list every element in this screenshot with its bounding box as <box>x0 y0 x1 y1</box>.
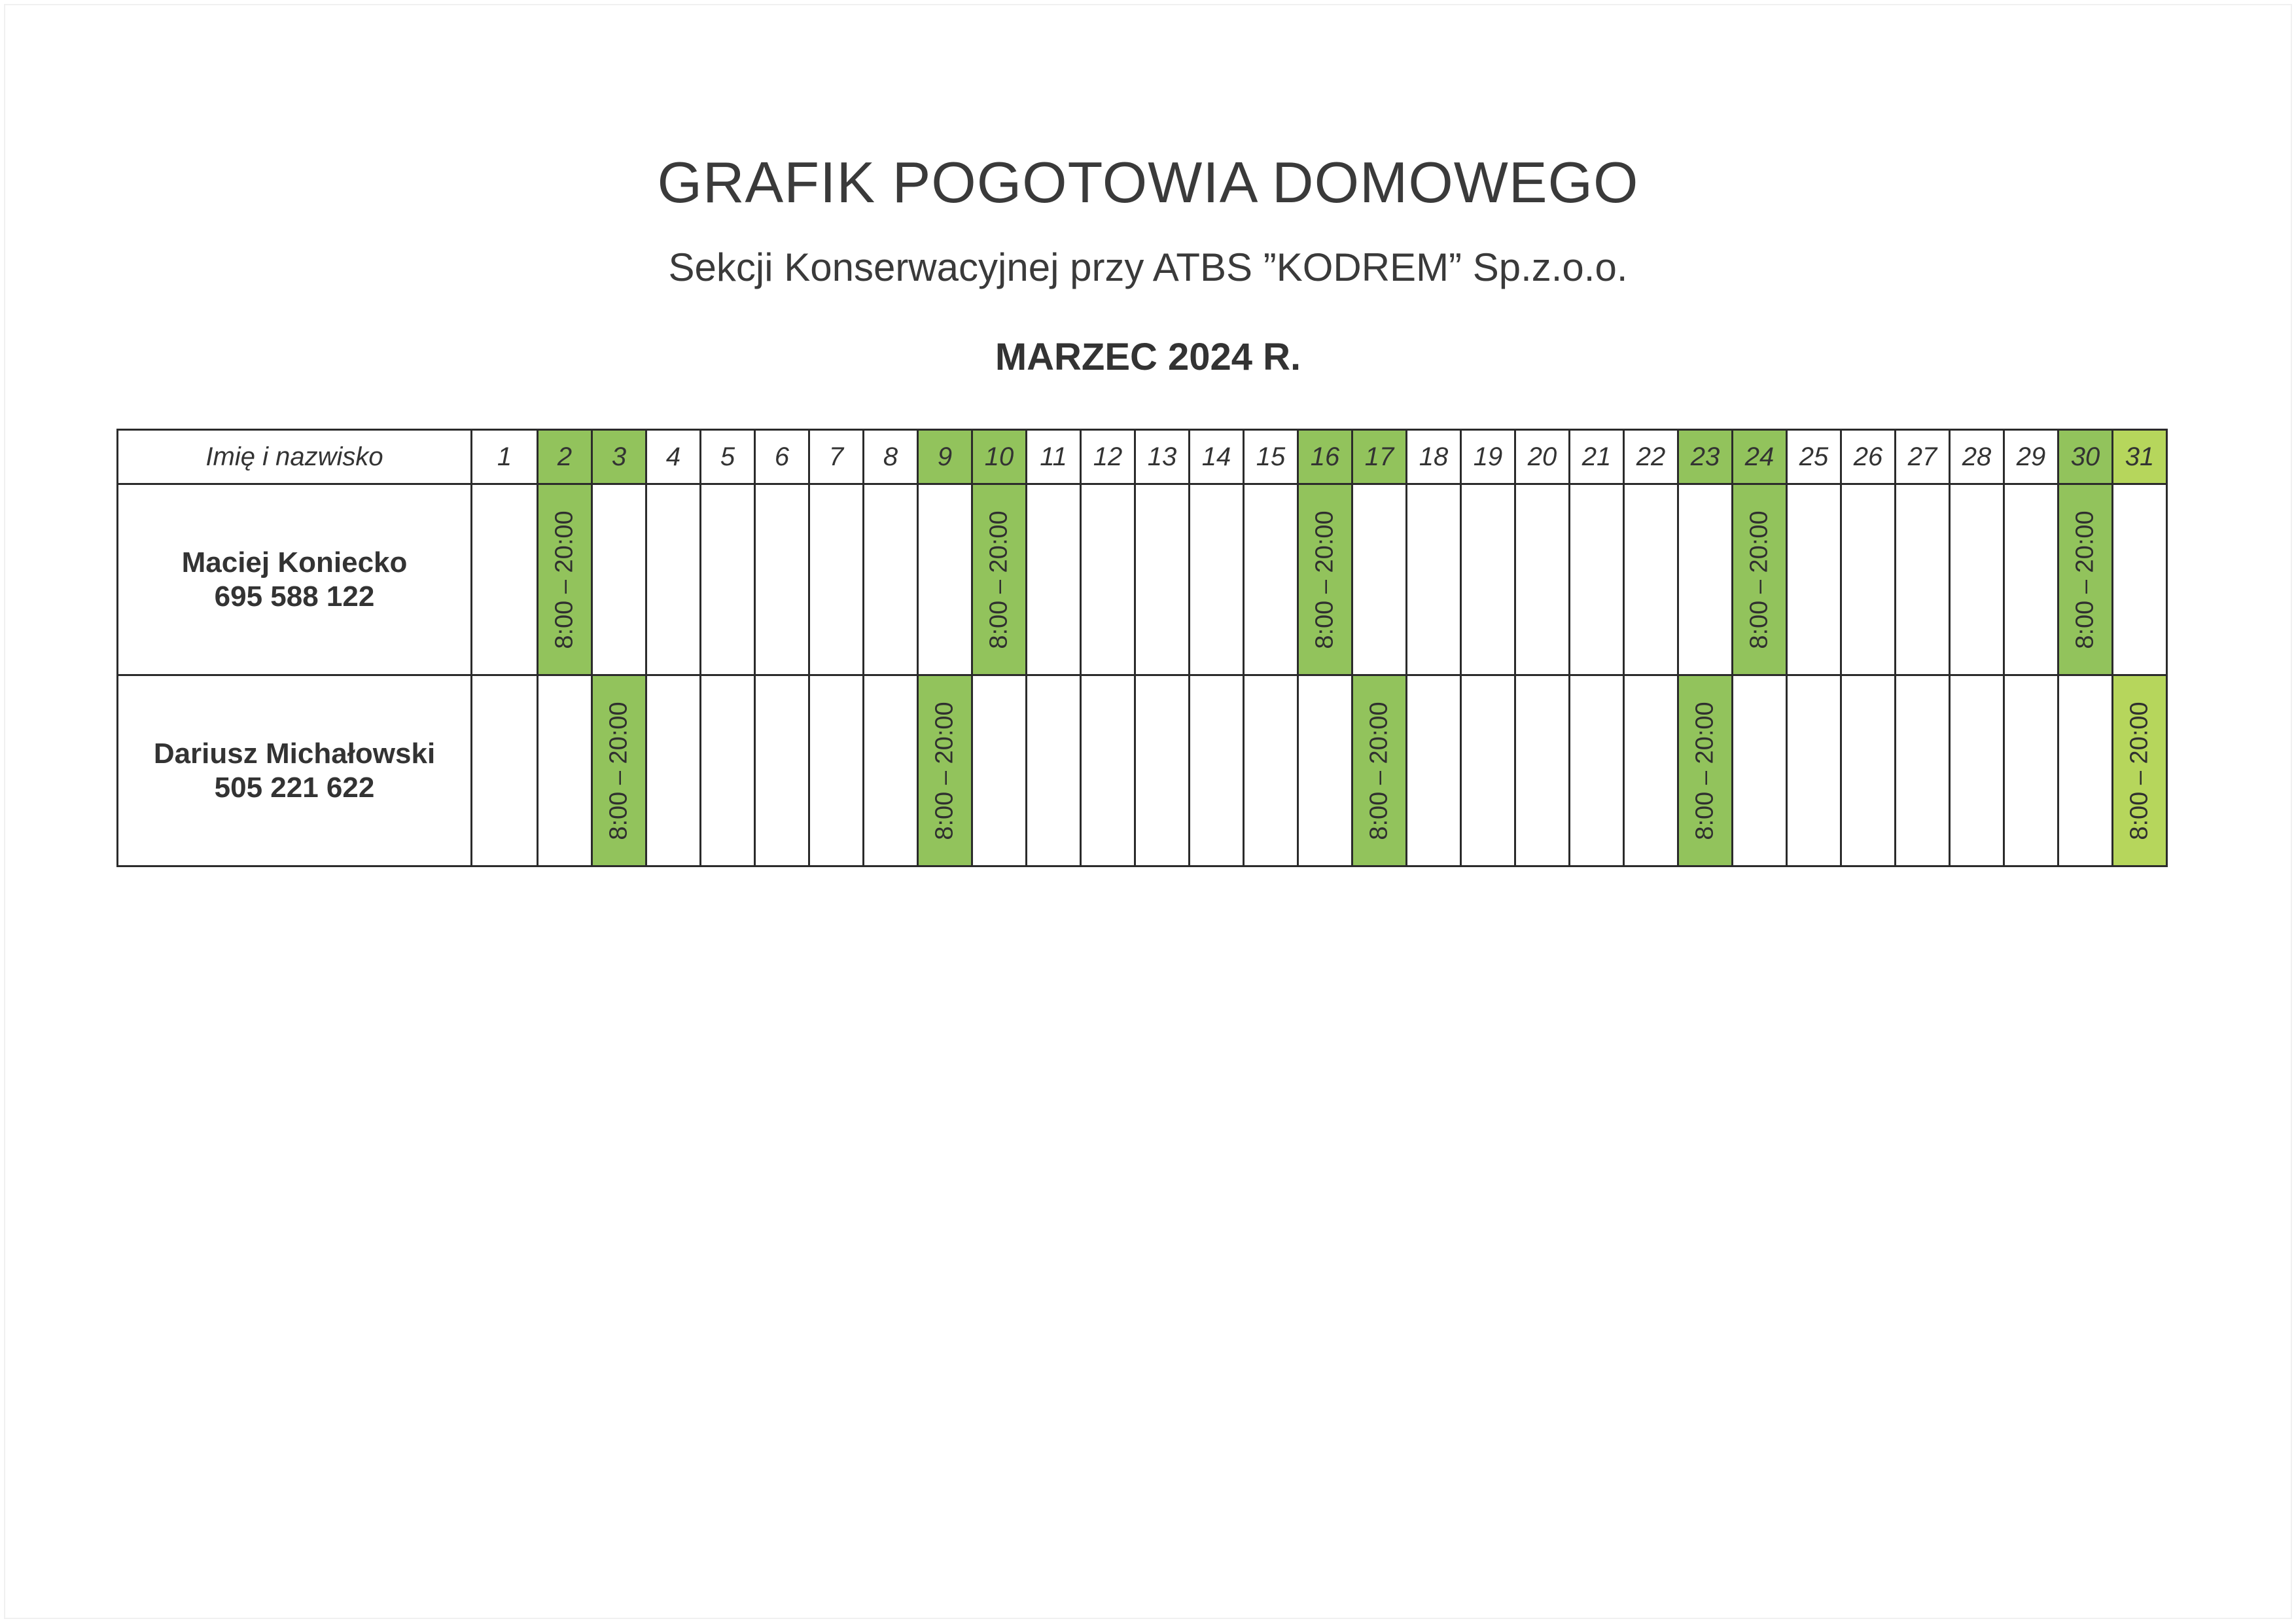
day-cell-5 <box>701 484 755 675</box>
day-header-1: 1 <box>472 430 538 484</box>
day-cell-8 <box>864 675 918 866</box>
day-cell-30 <box>2058 675 2113 866</box>
page-subtitle: Sekcji Konserwacyjnej przy ATBS ”KODREM” Sp.z.o.o. <box>668 245 1628 289</box>
day-header-2: 2 <box>538 430 592 484</box>
day-cell-26 <box>1841 484 1896 675</box>
day-cell-27 <box>1896 484 1950 675</box>
person-cell <box>118 484 472 675</box>
day-cell-12 <box>1081 675 1135 866</box>
shift-hours: 8:00 – 20:00 <box>605 701 633 840</box>
day-cell-26 <box>1841 675 1896 866</box>
day-cell-17 <box>1352 484 1407 675</box>
day-header-4: 4 <box>646 430 701 484</box>
person-phone: 505 221 622 <box>214 771 375 804</box>
day-cell-16 <box>1298 675 1352 866</box>
day-header-12: 12 <box>1081 430 1135 484</box>
day-cell-16 <box>1298 484 1352 675</box>
day-header-22: 22 <box>1624 430 1678 484</box>
page-title: GRAFIK POGOTOWIA DOMOWEGO <box>657 150 1639 215</box>
header-row <box>118 430 2167 484</box>
shift-hours: 8:00 – 20:00 <box>1691 701 1719 840</box>
day-cell-27 <box>1896 675 1950 866</box>
day-cell-29 <box>2004 484 2058 675</box>
day-header-25: 25 <box>1787 430 1841 484</box>
day-cell-15 <box>1244 484 1298 675</box>
day-cell-2 <box>538 484 592 675</box>
day-header-19: 19 <box>1461 430 1515 484</box>
day-cell-18 <box>1407 484 1461 675</box>
duty-schedule-table <box>116 429 2168 867</box>
day-cell-1 <box>472 675 538 866</box>
day-header-26: 26 <box>1841 430 1896 484</box>
shift-hours: 8:00 – 20:00 <box>1745 510 1773 649</box>
day-cell-13 <box>1135 484 1190 675</box>
schedule-row <box>118 484 2167 675</box>
day-cell-19 <box>1461 675 1515 866</box>
day-cell-13 <box>1135 675 1190 866</box>
day-header-30: 30 <box>2058 430 2113 484</box>
day-cell-8 <box>864 484 918 675</box>
day-cell-9 <box>918 675 972 866</box>
day-cell-6 <box>755 675 809 866</box>
day-cell-30 <box>2058 484 2113 675</box>
day-header-8: 8 <box>864 430 918 484</box>
day-cell-31 <box>2113 675 2167 866</box>
day-header-31: 31 <box>2113 430 2167 484</box>
day-cell-24 <box>1733 484 1787 675</box>
day-header-14: 14 <box>1190 430 1244 484</box>
day-cell-4 <box>646 675 701 866</box>
day-cell-21 <box>1570 484 1624 675</box>
day-header-6: 6 <box>755 430 809 484</box>
day-cell-11 <box>1027 484 1081 675</box>
day-header-20: 20 <box>1515 430 1570 484</box>
shift-hours: 8:00 – 20:00 <box>550 510 578 649</box>
day-cell-20 <box>1515 675 1570 866</box>
day-cell-10 <box>972 675 1027 866</box>
day-header-17: 17 <box>1352 430 1407 484</box>
day-cell-6 <box>755 484 809 675</box>
day-header-18: 18 <box>1407 430 1461 484</box>
day-header-27: 27 <box>1896 430 1950 484</box>
shift-hours: 8:00 – 20:00 <box>2071 510 2099 649</box>
person-phone: 695 588 122 <box>214 580 375 613</box>
day-cell-23 <box>1678 484 1733 675</box>
day-cell-3 <box>592 675 646 866</box>
day-cell-25 <box>1787 675 1841 866</box>
shift-hours: 8:00 – 20:00 <box>930 701 959 840</box>
month-heading: MARZEC 2024 R. <box>995 336 1301 378</box>
day-header-11: 11 <box>1027 430 1081 484</box>
day-cell-18 <box>1407 675 1461 866</box>
day-cell-14 <box>1190 675 1244 866</box>
day-cell-22 <box>1624 675 1678 866</box>
day-header-13: 13 <box>1135 430 1190 484</box>
person-name: Dariusz Michałowski <box>153 737 436 770</box>
day-cell-25 <box>1787 484 1841 675</box>
day-header-21: 21 <box>1570 430 1624 484</box>
day-cell-9 <box>918 484 972 675</box>
day-cell-24 <box>1733 675 1787 866</box>
day-cell-31 <box>2113 484 2167 675</box>
day-cell-21 <box>1570 675 1624 866</box>
person-cell <box>118 675 472 866</box>
day-cell-5 <box>701 675 755 866</box>
day-cell-20 <box>1515 484 1570 675</box>
day-cell-10 <box>972 484 1027 675</box>
day-cell-22 <box>1624 484 1678 675</box>
day-cell-1 <box>472 484 538 675</box>
day-cell-4 <box>646 484 701 675</box>
person-name: Maciej Koniecko <box>181 546 408 579</box>
day-header-15: 15 <box>1244 430 1298 484</box>
day-cell-19 <box>1461 484 1515 675</box>
day-cell-7 <box>809 484 864 675</box>
day-header-10: 10 <box>972 430 1027 484</box>
shift-hours: 8:00 – 20:00 <box>2125 701 2153 840</box>
day-cell-15 <box>1244 675 1298 866</box>
day-cell-2 <box>538 675 592 866</box>
day-cell-11 <box>1027 675 1081 866</box>
day-cell-3 <box>592 484 646 675</box>
day-cell-28 <box>1950 484 2004 675</box>
day-header-5: 5 <box>701 430 755 484</box>
day-cell-14 <box>1190 484 1244 675</box>
schedule-row <box>118 675 2167 866</box>
day-cell-23 <box>1678 675 1733 866</box>
name-column-header: Imię i nazwisko <box>118 430 472 484</box>
day-header-3: 3 <box>592 430 646 484</box>
day-cell-7 <box>809 675 864 866</box>
day-cell-12 <box>1081 484 1135 675</box>
shift-hours: 8:00 – 20:00 <box>985 510 1013 649</box>
day-cell-28 <box>1950 675 2004 866</box>
day-header-29: 29 <box>2004 430 2058 484</box>
day-header-28: 28 <box>1950 430 2004 484</box>
day-cell-29 <box>2004 675 2058 866</box>
day-header-16: 16 <box>1298 430 1352 484</box>
day-header-24: 24 <box>1733 430 1787 484</box>
day-header-23: 23 <box>1678 430 1733 484</box>
shift-hours: 8:00 – 20:00 <box>1365 701 1393 840</box>
shift-hours: 8:00 – 20:00 <box>1311 510 1339 649</box>
day-cell-17 <box>1352 675 1407 866</box>
day-header-9: 9 <box>918 430 972 484</box>
day-header-7: 7 <box>809 430 864 484</box>
